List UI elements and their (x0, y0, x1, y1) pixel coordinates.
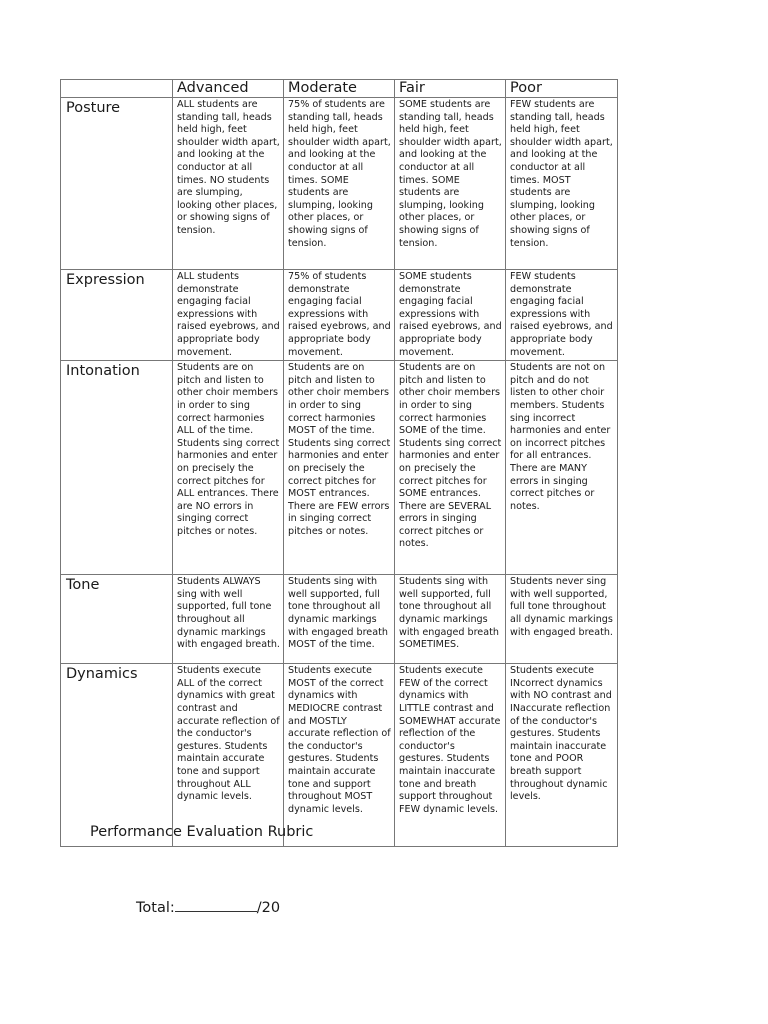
cell-dynamics-poor: Students execute INcorrect dynamics with NO contrast and INaccurate reflection of the conductor's gestures. Students maintain inaccurate tone and POOR breath support throughout dynamic levels. (506, 664, 618, 847)
cell-expression-moderate: 75% of students demonstrate engaging facial expressions with raised eyebrows, and appropriate body movement. (284, 270, 395, 361)
rubric-row-tone (61, 575, 618, 664)
rubric-row-dynamics (61, 664, 618, 847)
header-poor: Poor (506, 80, 618, 98)
cell-posture-advanced: ALL students are standing tall, heads held high, feet shoulder width apart, and looking at the conductor at all times. NO students are slumping, looking other places, or showing signs of tension. (173, 98, 284, 270)
rubric-row-posture (61, 98, 618, 270)
cell-posture-poor: FEW students are standing tall, heads held high, feet shoulder width apart, and looking at the conductor at all times. MOST students are slumping, looking other places, or showing signs of tension. (506, 98, 618, 270)
criterion-expression: Expression (61, 270, 173, 361)
rubric-table (60, 79, 618, 847)
cell-expression-poor: FEW students demonstrate engaging facial expressions with raised eyebrows, and appropriate body movement. (506, 270, 618, 361)
cell-tone-poor: Students never sing with well supported, full tone throughout all dynamic markings with engaged breath. (506, 575, 618, 664)
total-label: Total: (136, 900, 175, 916)
header-blank (61, 80, 173, 98)
criterion-intonation: Intonation (61, 361, 173, 575)
cell-dynamics-advanced: Students execute ALL of the correct dynamics with great contrast and accurate reflection of the conductor's gestures. Students maintain accurate tone and support throughout ALL dynamic levels. (173, 664, 284, 847)
header-fair: Fair (395, 80, 506, 98)
cell-expression-advanced: ALL students demonstrate engaging facial expressions with raised eyebrows, and appropriate body movement. (173, 270, 284, 361)
criterion-dynamics: Dynamics (61, 664, 173, 847)
cell-intonation-advanced: Students are on pitch and listen to other choir members in order to sing correct harmonies ALL of the time. Students sing correct harmonies and enter on precisely the correct pitches for ALL entrances. There are NO errors in singing correct pitches or notes. (173, 361, 284, 575)
cell-dynamics-moderate: Students execute MOST of the correct dynamics with MEDIOCRE contrast and MOSTLY accurate reflection of the conductor's gestures. Students maintain accurate tone and support throughout MOST dynamic levels. (284, 664, 395, 847)
cell-posture-moderate: 75% of students are standing tall, heads held high, feet shoulder width apart, and looking at the conductor at all times. SOME students are slumping, looking other places, or showing signs of tension. (284, 98, 395, 270)
header-row (61, 80, 618, 98)
total-line (136, 897, 280, 916)
cell-intonation-fair: Students are on pitch and listen to other choir members in order to sing correct harmonies SOME of the time. Students sing correct harmonies and enter on precisely the correct pitches for SOME entrances. There are SEVERAL errors in singing correct pitches or notes. (395, 361, 506, 575)
cell-tone-fair: Students sing with well supported, full tone throughout all dynamic markings with engaged breath SOMETIMES. (395, 575, 506, 664)
header-moderate: Moderate (284, 80, 395, 98)
criterion-posture: Posture (61, 98, 173, 270)
criterion-tone: Tone (61, 575, 173, 664)
cell-tone-advanced: Students ALWAYS sing with well supported, full tone throughout all dynamic markings with engaged breath. (173, 575, 284, 664)
rubric-caption: Performance Evaluation Rubric (90, 824, 314, 840)
cell-tone-moderate: Students sing with well supported, full tone throughout all dynamic markings with engaged breath MOST of the time. (284, 575, 395, 664)
cell-expression-fair: SOME students demonstrate engaging facial expressions with raised eyebrows, and appropriate body movement. (395, 270, 506, 361)
total-suffix: /20 (256, 900, 281, 916)
header-advanced: Advanced (173, 80, 284, 98)
cell-intonation-poor: Students are not on pitch and do not listen to other choir members. Students sing incorrect harmonies and enter on incorrect pitches for all entrances. There are MANY errors in singing correct pitches or notes. (506, 361, 618, 575)
cell-dynamics-fair: Students execute FEW of the correct dynamics with LITTLE contrast and SOMEWHAT accurate reflection of the conductor's gestures. Students maintain inaccurate tone and breath support throughout FEW dynamic levels. (395, 664, 506, 847)
rubric-row-intonation (61, 361, 618, 575)
cell-posture-fair: SOME students are standing tall, heads held high, feet shoulder width apart, and looking at the conductor at all times. SOME students are slumping, looking other places, or showing signs of tension. (395, 98, 506, 270)
rubric-row-expression (61, 270, 618, 361)
cell-intonation-moderate: Students are on pitch and listen to other choir members in order to sing correct harmonies MOST of the time. Students sing correct harmonies and enter on precisely the correct pitches for MOST entrances. There are FEW errors in singing correct pitches or notes. (284, 361, 395, 575)
total-blank (175, 897, 257, 912)
